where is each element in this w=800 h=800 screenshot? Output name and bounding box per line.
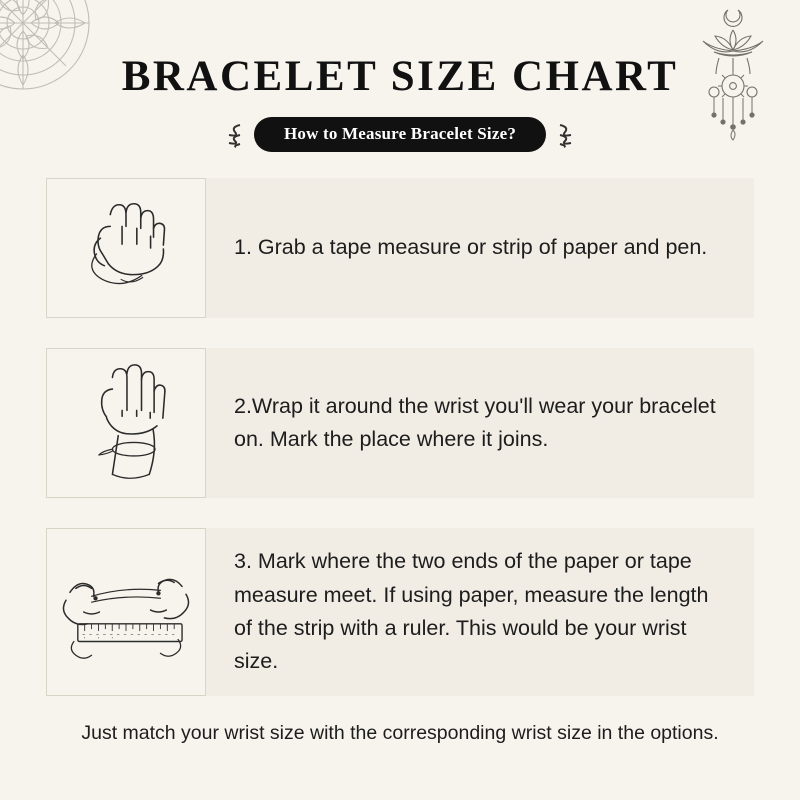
- mandala-ornament-icon: [0, 0, 98, 98]
- step-text: 2.Wrap it around the wrist you'll wear your bracelet on. Mark the place where it joins.: [234, 393, 716, 451]
- footer-note: Just match your wrist size with the corresponding wrist size in the options.: [81, 722, 719, 744]
- step-text: 1. Grab a tape measure or strip of paper and pen.: [234, 235, 708, 260]
- hands-measuring-ruler-icon: [46, 528, 206, 696]
- page-title: BRACELET SIZE CHART: [121, 53, 679, 100]
- steps-list: [0, 178, 800, 696]
- lotus-dreamcatcher-ornament-icon: [692, 2, 774, 142]
- flourish-icon: [220, 122, 244, 148]
- subtitle-badge: How to Measure Bracelet Size?: [254, 117, 546, 152]
- wrist-wrapped-tape-icon: [46, 348, 206, 498]
- hand-holding-tape-icon: [46, 178, 206, 318]
- step-item: [46, 528, 754, 696]
- subtitle-row: [0, 117, 800, 152]
- step-text: 3. Mark where the two ends of the paper or tape measure meet. If using paper, measure the length of the strip with a ruler. This would be your wrist size.: [234, 549, 709, 674]
- page-header: [0, 0, 800, 152]
- flourish-icon: [556, 122, 580, 148]
- step-item: [46, 178, 754, 318]
- step-item: [46, 348, 754, 498]
